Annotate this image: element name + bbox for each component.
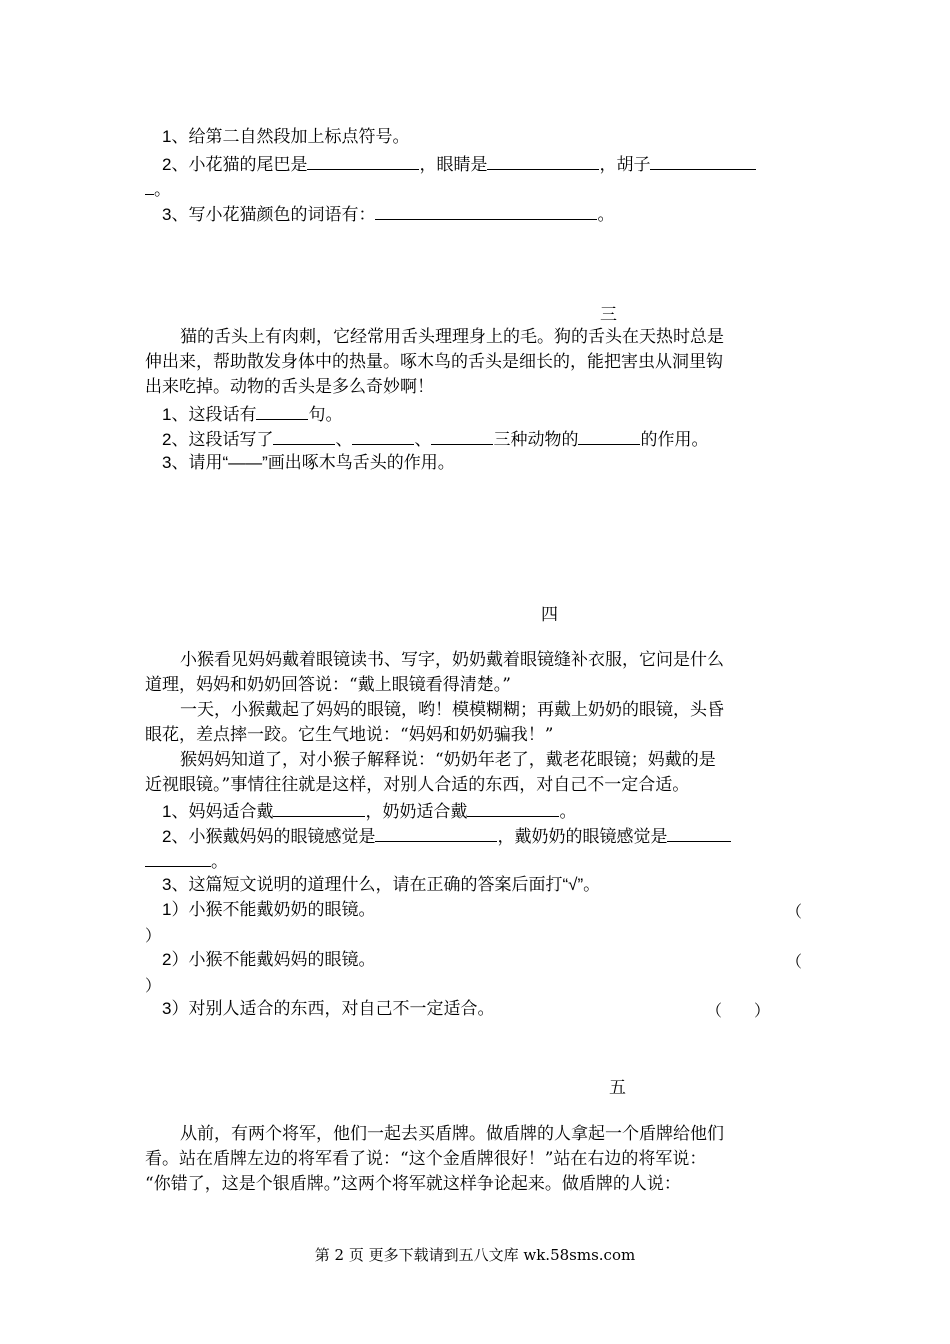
sec3-question-2: 2、这段话写了 、 、 三种动物的 的作用。 <box>162 427 708 451</box>
sec4-paragraph-line: 近视眼镜。”事情往往就是这样，对别人合适的东西，对自己不一定合适。 <box>145 775 690 795</box>
sec4-paragraph-line: 小猴看见妈妈戴着眼镜读书、写字，奶奶戴着眼镜缝补衣服，它问是什么 <box>180 650 724 670</box>
answer-blank[interactable] <box>145 849 211 867</box>
sec4-paragraph-line: 道理，妈妈和奶奶回答说：“戴上眼镜看得清楚。” <box>145 675 511 695</box>
sec3-paragraph-line: 出来吃掉。动物的舌头是多么奇妙啊！ <box>145 377 434 397</box>
sec4-question-3: 3、这篇短文说明的道理什么，请在正确的答案后面打“√”。 <box>162 875 601 894</box>
sec2-question-2-wrap: 。 <box>145 177 171 201</box>
sec3-question-3: 3、请用“——”画出啄木鸟舌头的作用。 <box>162 453 455 472</box>
answer-blank[interactable] <box>667 824 731 842</box>
answer-blank[interactable] <box>375 202 597 220</box>
sec4-option-2: 2）小猴不能戴妈妈的眼镜。 <box>162 950 376 969</box>
sec4-paragraph-line: 眼花，差点摔一跤。它生气地说：“妈妈和奶奶骗我！” <box>145 725 554 745</box>
sec4-question-1: 1、妈妈适合戴 ，奶奶适合戴 。 <box>162 799 576 823</box>
answer-blank[interactable] <box>352 427 414 445</box>
sec3-paragraph-line: 猫的舌头上有肉刺，它经常用舌头理理身上的毛。狗的舌头在天热时总是 <box>180 327 724 347</box>
sec5-paragraph-line: “你错了，这是个银盾牌。”这两个将军就这样争论起来。做盾牌的人说： <box>145 1174 681 1194</box>
sec4-question-2-wrap: 。 <box>145 849 228 873</box>
option-2-paren-open[interactable]: （ <box>786 952 803 971</box>
option-1-paren-open[interactable]: （ <box>786 902 803 921</box>
sec2-question-3: 3、写小花猫颜色的词语有： 。 <box>162 202 614 226</box>
option-2-paren-close[interactable]: ） <box>145 976 162 995</box>
sec2-question-1: 1、给第二自然段加上标点符号。 <box>162 127 410 146</box>
sec4-option-1: 1）小猴不能戴奶奶的眼镜。 <box>162 900 376 919</box>
sec3-paragraph-line: 伸出来，帮助散发身体中的热量。啄木鸟的舌头是细长的，能把害虫从洞里钩 <box>145 352 723 372</box>
answer-blank[interactable] <box>650 152 756 170</box>
answer-blank[interactable] <box>145 177 154 195</box>
answer-blank[interactable] <box>431 427 493 445</box>
sec4-paragraph-line: 猴妈妈知道了，对小猴子解释说：“奶奶年老了，戴老花眼镜；妈戴的是 <box>180 750 716 770</box>
answer-blank[interactable] <box>273 427 335 445</box>
answer-blank[interactable] <box>467 799 559 817</box>
option-3-answer-paren[interactable]: （ ） <box>706 1001 771 1020</box>
sec4-paragraph-line: 一天，小猴戴起了妈妈的眼镜，哟！模模糊糊；再戴上奶奶的眼镜，头昏 <box>180 700 724 720</box>
answer-blank[interactable] <box>256 402 308 420</box>
sec4-question-2: 2、小猴戴妈妈的眼镜感觉是 ，戴奶奶的眼镜感觉是 <box>162 824 731 848</box>
page-footer: 第 2 页 更多下载请到五八文库 wk.58sms.com <box>314 1246 636 1264</box>
sec4-option-3: 3）对别人适合的东西，对自己不一定适合。 <box>162 999 495 1018</box>
section-heading-4: 四 <box>541 605 558 625</box>
sec5-paragraph-line: 看。站在盾牌左边的将军看了说：“这个金盾牌很好！”站在右边的将军说： <box>145 1149 707 1169</box>
option-1-paren-close[interactable]: ） <box>145 926 162 945</box>
answer-blank[interactable] <box>578 427 640 445</box>
answer-blank[interactable] <box>307 152 419 170</box>
sec3-question-1: 1、这段话有 句。 <box>162 402 342 426</box>
answer-blank[interactable] <box>487 152 599 170</box>
sec2-question-2: 2、小花猫的尾巴是 ，眼睛是 ，胡子 <box>162 152 756 176</box>
sec5-paragraph-line: 从前，有两个将军，他们一起去买盾牌。做盾牌的人拿起一个盾牌给他们 <box>180 1124 724 1144</box>
answer-blank[interactable] <box>273 799 365 817</box>
section-heading-3: 三 <box>600 305 617 325</box>
answer-blank[interactable] <box>375 824 497 842</box>
section-heading-5: 五 <box>609 1078 626 1098</box>
